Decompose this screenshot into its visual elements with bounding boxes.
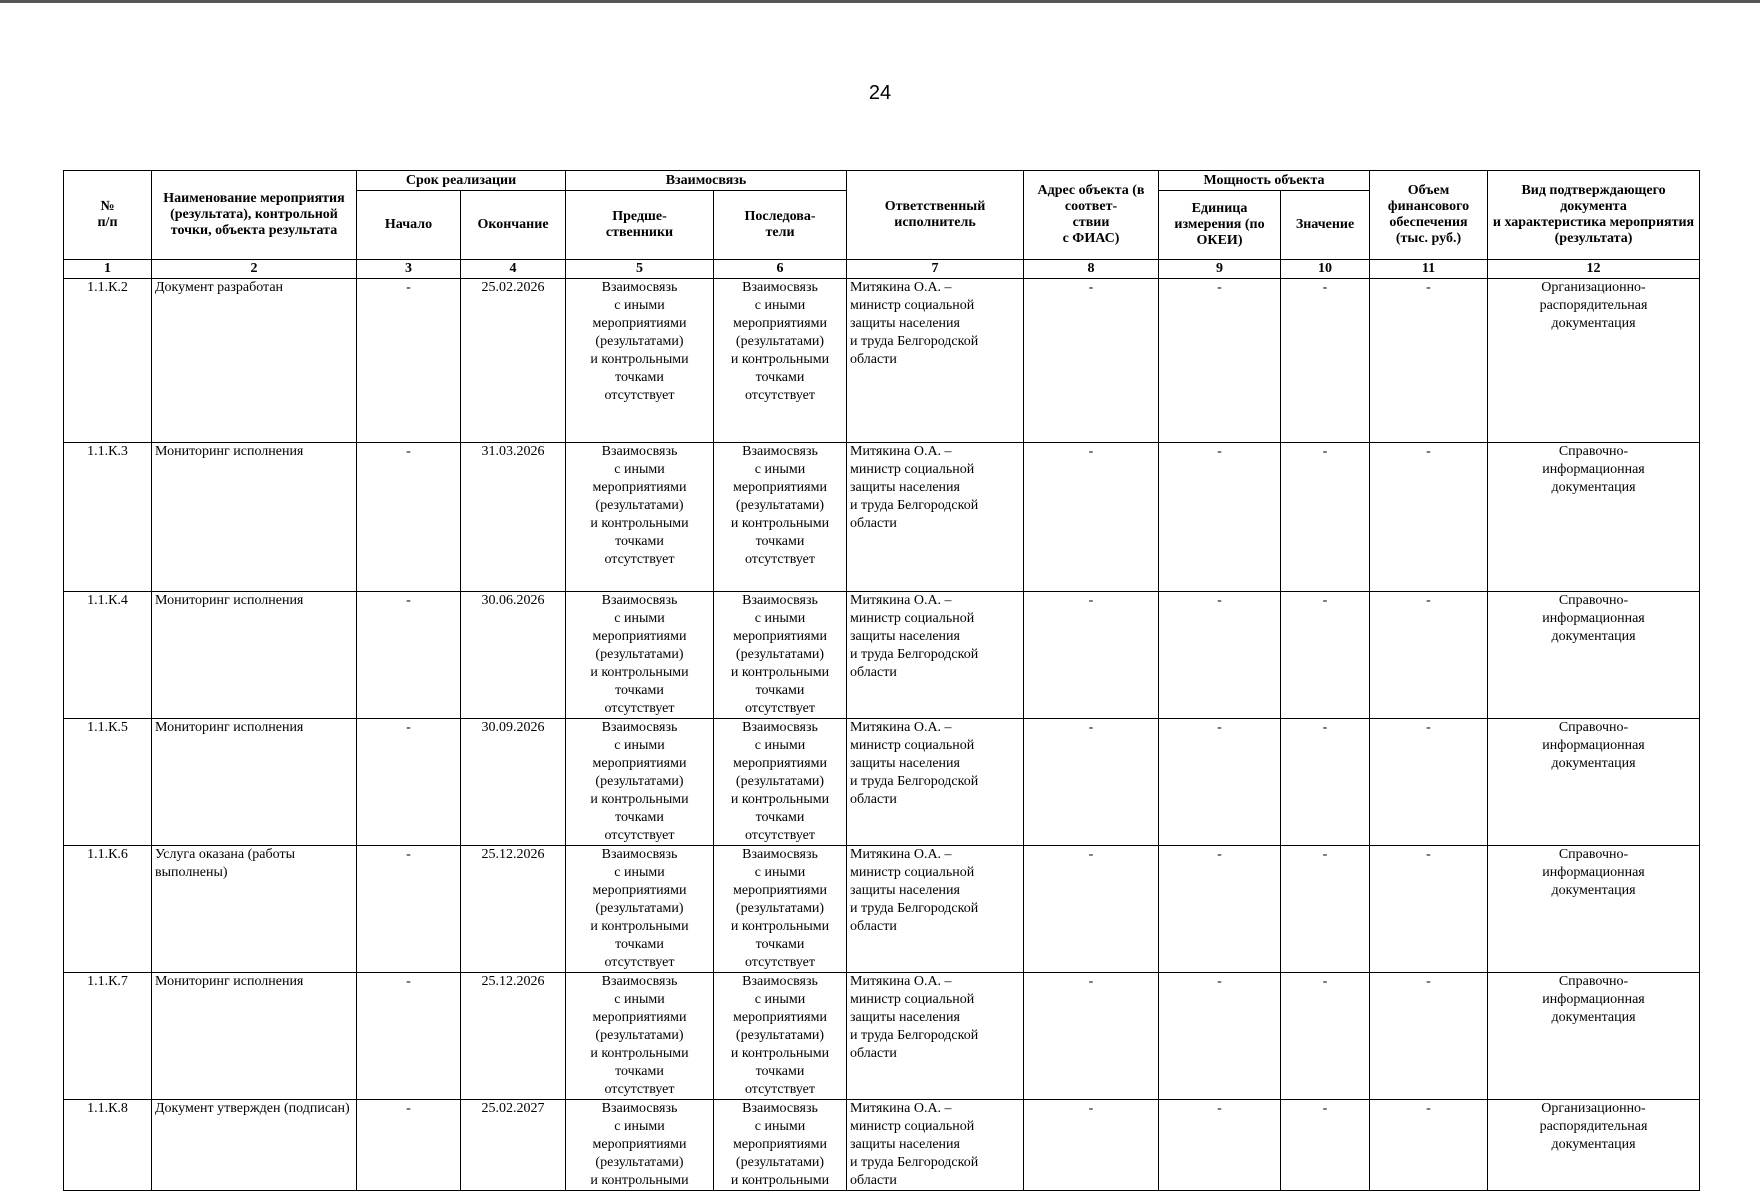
finance: -: [1370, 1100, 1488, 1191]
header-period: Срок реализации: [357, 171, 566, 191]
responsible: Митякина О.А. – министр социальной защиты населения и труда Белгородской области: [847, 846, 1024, 973]
column-number: 6: [714, 260, 847, 279]
successors: Взаимосвязь с иными мероприятиями (результатами) и контрольными точками отсутствует: [714, 443, 847, 592]
predecessors: Взаимосвязь с иными мероприятиями (результатами) и контрольными точками отсутствует: [566, 443, 714, 592]
responsible: Митякина О.А. – министр социальной защиты населения и труда Белгородской области: [847, 592, 1024, 719]
unit: -: [1159, 279, 1281, 443]
end-date: 31.03.2026: [461, 443, 566, 592]
finance: -: [1370, 973, 1488, 1100]
value: -: [1281, 719, 1370, 846]
successors: Взаимосвязь с иными мероприятиями (результатами) и контрольными точками отсутствует: [714, 279, 847, 443]
header-start: Начало: [357, 191, 461, 260]
doc-type: Организационно- распорядительная документация: [1488, 279, 1700, 443]
header-successors: Последова- тели: [714, 191, 847, 260]
column-number: 11: [1370, 260, 1488, 279]
address: -: [1024, 592, 1159, 719]
responsible: Митякина О.А. – министр социальной защиты населения и труда Белгородской области: [847, 443, 1024, 592]
table-row: [64, 846, 1700, 973]
value: -: [1281, 1100, 1370, 1191]
address: -: [1024, 719, 1159, 846]
page-number: 24: [868, 82, 892, 104]
row-number: 1.1.К.2: [64, 279, 152, 443]
doc-type: Справочно- информационная документация: [1488, 592, 1700, 719]
header-address: Адрес объекта (в соответ- ствии с ФИАС): [1024, 171, 1159, 260]
header-unit: Единица измерения (по ОКЕИ): [1159, 191, 1281, 260]
activity-name: Мониторинг исполнения: [152, 592, 357, 719]
address: -: [1024, 279, 1159, 443]
start-date: -: [357, 443, 461, 592]
end-date: 25.02.2026: [461, 279, 566, 443]
column-number: 4: [461, 260, 566, 279]
responsible: Митякина О.А. – министр социальной защиты населения и труда Белгородской области: [847, 973, 1024, 1100]
table-row: [64, 279, 1700, 443]
header-row-1: [64, 171, 1700, 191]
row-number: 1.1.К.4: [64, 592, 152, 719]
successors: Взаимосвязь с иными мероприятиями (результатами) и контрольными точками отсутствует: [714, 719, 847, 846]
finance: -: [1370, 279, 1488, 443]
address: -: [1024, 443, 1159, 592]
address: -: [1024, 973, 1159, 1100]
header-finance: Объем финансового обеспечения (тыс. руб.): [1370, 171, 1488, 260]
unit: -: [1159, 846, 1281, 973]
start-date: -: [357, 1100, 461, 1191]
header-capacity: Мощность объекта: [1159, 171, 1370, 191]
row-number: 1.1.К.5: [64, 719, 152, 846]
successors: Взаимосвязь с иными мероприятиями (результатами) и контрольными точками отсутствует: [714, 592, 847, 719]
end-date: 30.06.2026: [461, 592, 566, 719]
column-number: 3: [357, 260, 461, 279]
row-number: 1.1.К.3: [64, 443, 152, 592]
table-row: [64, 1100, 1700, 1191]
successors: Взаимосвязь с иными мероприятиями (результатами) и контрольными точками отсутствует: [714, 846, 847, 973]
value: -: [1281, 846, 1370, 973]
address: -: [1024, 1100, 1159, 1191]
table-row: [64, 719, 1700, 846]
header-doc-type: Вид подтверждающего документа и характеристика мероприятия (результата): [1488, 171, 1700, 260]
column-number: 8: [1024, 260, 1159, 279]
predecessors: Взаимосвязь с иными мероприятиями (результатами) и контрольными точками отсутствует: [566, 846, 714, 973]
unit: -: [1159, 443, 1281, 592]
start-date: -: [357, 846, 461, 973]
column-number: 10: [1281, 260, 1370, 279]
responsible: Митякина О.А. – министр социальной защиты населения и труда Белгородской области: [847, 1100, 1024, 1191]
table-row: [64, 973, 1700, 1100]
value: -: [1281, 279, 1370, 443]
row-number: 1.1.К.8: [64, 1100, 152, 1191]
header-end: Окончание: [461, 191, 566, 260]
start-date: -: [357, 719, 461, 846]
end-date: 25.12.2026: [461, 973, 566, 1100]
successors: Взаимосвязь с иными мероприятиями (результатами) и контрольными точками отсутствует: [714, 973, 847, 1100]
finance: -: [1370, 592, 1488, 719]
doc-type: Справочно- информационная документация: [1488, 719, 1700, 846]
successors: Взаимосвязь с иными мероприятиями (результатами) и контрольными: [714, 1100, 847, 1191]
responsible: Митякина О.А. – министр социальной защиты населения и труда Белгородской области: [847, 719, 1024, 846]
doc-type: Организационно- распорядительная документация: [1488, 1100, 1700, 1191]
column-number: 12: [1488, 260, 1700, 279]
unit: -: [1159, 973, 1281, 1100]
column-number: 5: [566, 260, 714, 279]
value: -: [1281, 592, 1370, 719]
unit: -: [1159, 592, 1281, 719]
value: -: [1281, 443, 1370, 592]
predecessors: Взаимосвязь с иными мероприятиями (результатами) и контрольными точками отсутствует: [566, 279, 714, 443]
header-num: № п/п: [64, 171, 152, 260]
page-top-edge: [0, 0, 1760, 3]
column-number-row: [64, 260, 1700, 279]
predecessors: Взаимосвязь с иными мероприятиями (результатами) и контрольными точками отсутствует: [566, 973, 714, 1100]
activity-name: Мониторинг исполнения: [152, 719, 357, 846]
activity-name: Услуга оказана (работы выполнены): [152, 846, 357, 973]
finance: -: [1370, 846, 1488, 973]
activity-name: Документ разработан: [152, 279, 357, 443]
unit: -: [1159, 1100, 1281, 1191]
end-date: 25.12.2026: [461, 846, 566, 973]
doc-type: Справочно- информационная документация: [1488, 973, 1700, 1100]
end-date: 25.02.2027: [461, 1100, 566, 1191]
end-date: 30.09.2026: [461, 719, 566, 846]
activities-table: [63, 170, 1700, 1191]
header-predecessors: Предше- ственники: [566, 191, 714, 260]
predecessors: Взаимосвязь с иными мероприятиями (результатами) и контрольными точками отсутствует: [566, 592, 714, 719]
activity-name: Мониторинг исполнения: [152, 443, 357, 592]
column-number: 2: [152, 260, 357, 279]
row-number: 1.1.К.6: [64, 846, 152, 973]
table-row: [64, 592, 1700, 719]
unit: -: [1159, 719, 1281, 846]
column-number: 7: [847, 260, 1024, 279]
finance: -: [1370, 719, 1488, 846]
responsible: Митякина О.А. – министр социальной защиты населения и труда Белгородской области: [847, 279, 1024, 443]
predecessors: Взаимосвязь с иными мероприятиями (результатами) и контрольными точками отсутствует: [566, 719, 714, 846]
finance: -: [1370, 443, 1488, 592]
column-number: 1: [64, 260, 152, 279]
table-row: [64, 443, 1700, 592]
address: -: [1024, 846, 1159, 973]
header-relation: Взаимосвязь: [566, 171, 847, 191]
start-date: -: [357, 592, 461, 719]
start-date: -: [357, 279, 461, 443]
activity-name: Документ утвержден (подписан): [152, 1100, 357, 1191]
activity-name: Мониторинг исполнения: [152, 973, 357, 1100]
doc-type: Справочно- информационная документация: [1488, 846, 1700, 973]
column-number: 9: [1159, 260, 1281, 279]
header-name: Наименование мероприятия (результата), контрольной точки, объекта результата: [152, 171, 357, 260]
doc-type: Справочно- информационная документация: [1488, 443, 1700, 592]
row-number: 1.1.К.7: [64, 973, 152, 1100]
value: -: [1281, 973, 1370, 1100]
start-date: -: [357, 973, 461, 1100]
header-value: Значение: [1281, 191, 1370, 260]
header-responsible: Ответственный исполнитель: [847, 171, 1024, 260]
predecessors: Взаимосвязь с иными мероприятиями (результатами) и контрольными: [566, 1100, 714, 1191]
